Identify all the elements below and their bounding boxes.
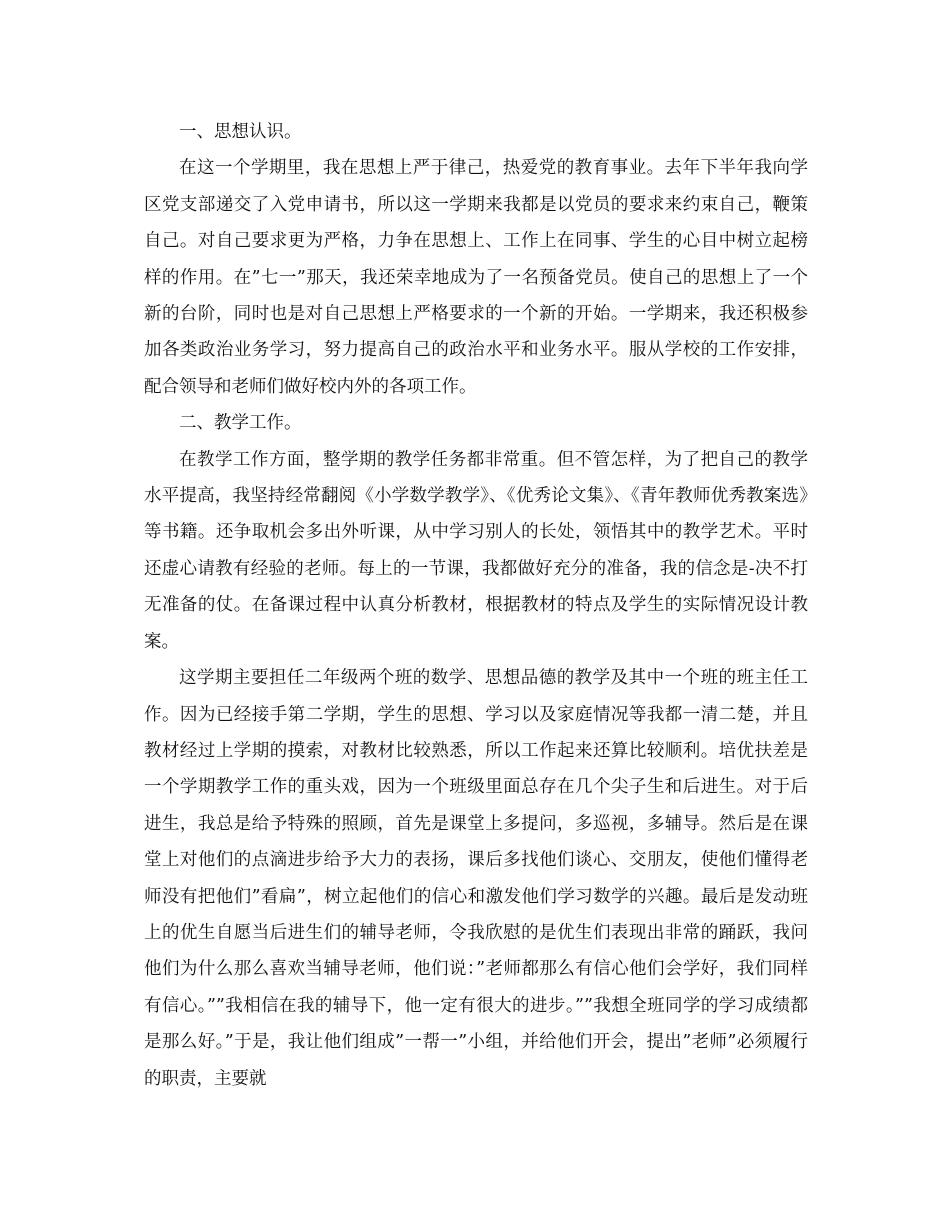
paragraph: 在教学工作方面，整学期的教学任务都非常重。但不管怎样，为了把自己的教学水平提高，我坚持经常翻阅《小学数学教学》、《优秀论文集》、《青年教师优秀教案选》等书籍。还争取机会多出外听课，从中学习别人的长处，领悟其中的教学艺术。平时还虚心请教有经验的老师。每上的一节课，我都做好充分的准备，我的信念是-决不打无准备的仗。在备课过程中认真分析教材，根据教材的特点及学生的实际情况设计教案。: [144, 449, 808, 652]
section-heading-teaching: 二、教学工作。: [179, 413, 302, 434]
paragraph: 这学期主要担任二年级两个班的数学、思想品德的教学及其中一个班的班主任工作。因为已经接手第二学期，学生的思想、学习以及家庭情况等我都一清二楚，并且教材经过上学期的摸索，对教材比较熟悉，所以工作起来还算比较顺利。培优扶差是一个学期教学工作的重头戏，因为一个班级里面总存在几个尖子生和后进生。对于后进生，我总是给予特殊的照顾，首先是课堂上多提问，多巡视，多辅导。然后是在课堂上对他们的点滴进步给予大力的表扬，课后多找他们谈心、交朋友，使他们懂得老师没有把他们”看扁”，树立起他们的信心和激发他们学习数学的兴趣。最后是发动班上的优生自愿当后进生们的辅导老师，令我欣慰的是优生们表现出非常的踊跃，我问他们为什么那么喜欢当辅导老师，他们说：”老师都那么有信心他们会学好，我们同样有信心。””我相信在我的辅导下，他一定有很大的进步。””我想全班同学的学习成绩都是那么好。”于是，我让他们组成”一帮一”小组，并给他们开会，提出”老师”必须履行的职责，主要就: [144, 668, 808, 1089]
document-body: [144, 114, 808, 1097]
section-heading-thought: 一、思想认识。: [179, 122, 302, 142]
paragraph: 在这一个学期里，我在思想上严于律己，热爱党的教育事业。去年下半年我向学区党支部递交了入党申请书，所以这一学期来我都是以党员的要求来约束自己，鞭策自己。对自己要求更为严格，力争在思想上、工作上在同事、学生的心目中树立起榜样的作用。在”七一”那天，我还荣幸地成为了一名预备党员。使自己的思想上了一个新的台阶，同时也是对自己思想上严格要求的一个新的开始。一学期来，我还积极参加各类政治业务学习，努力提高自己的政治水平和业务水平。服从学校的工作安排，配合领导和老师们做好校内外的各项工作。: [144, 158, 808, 397]
